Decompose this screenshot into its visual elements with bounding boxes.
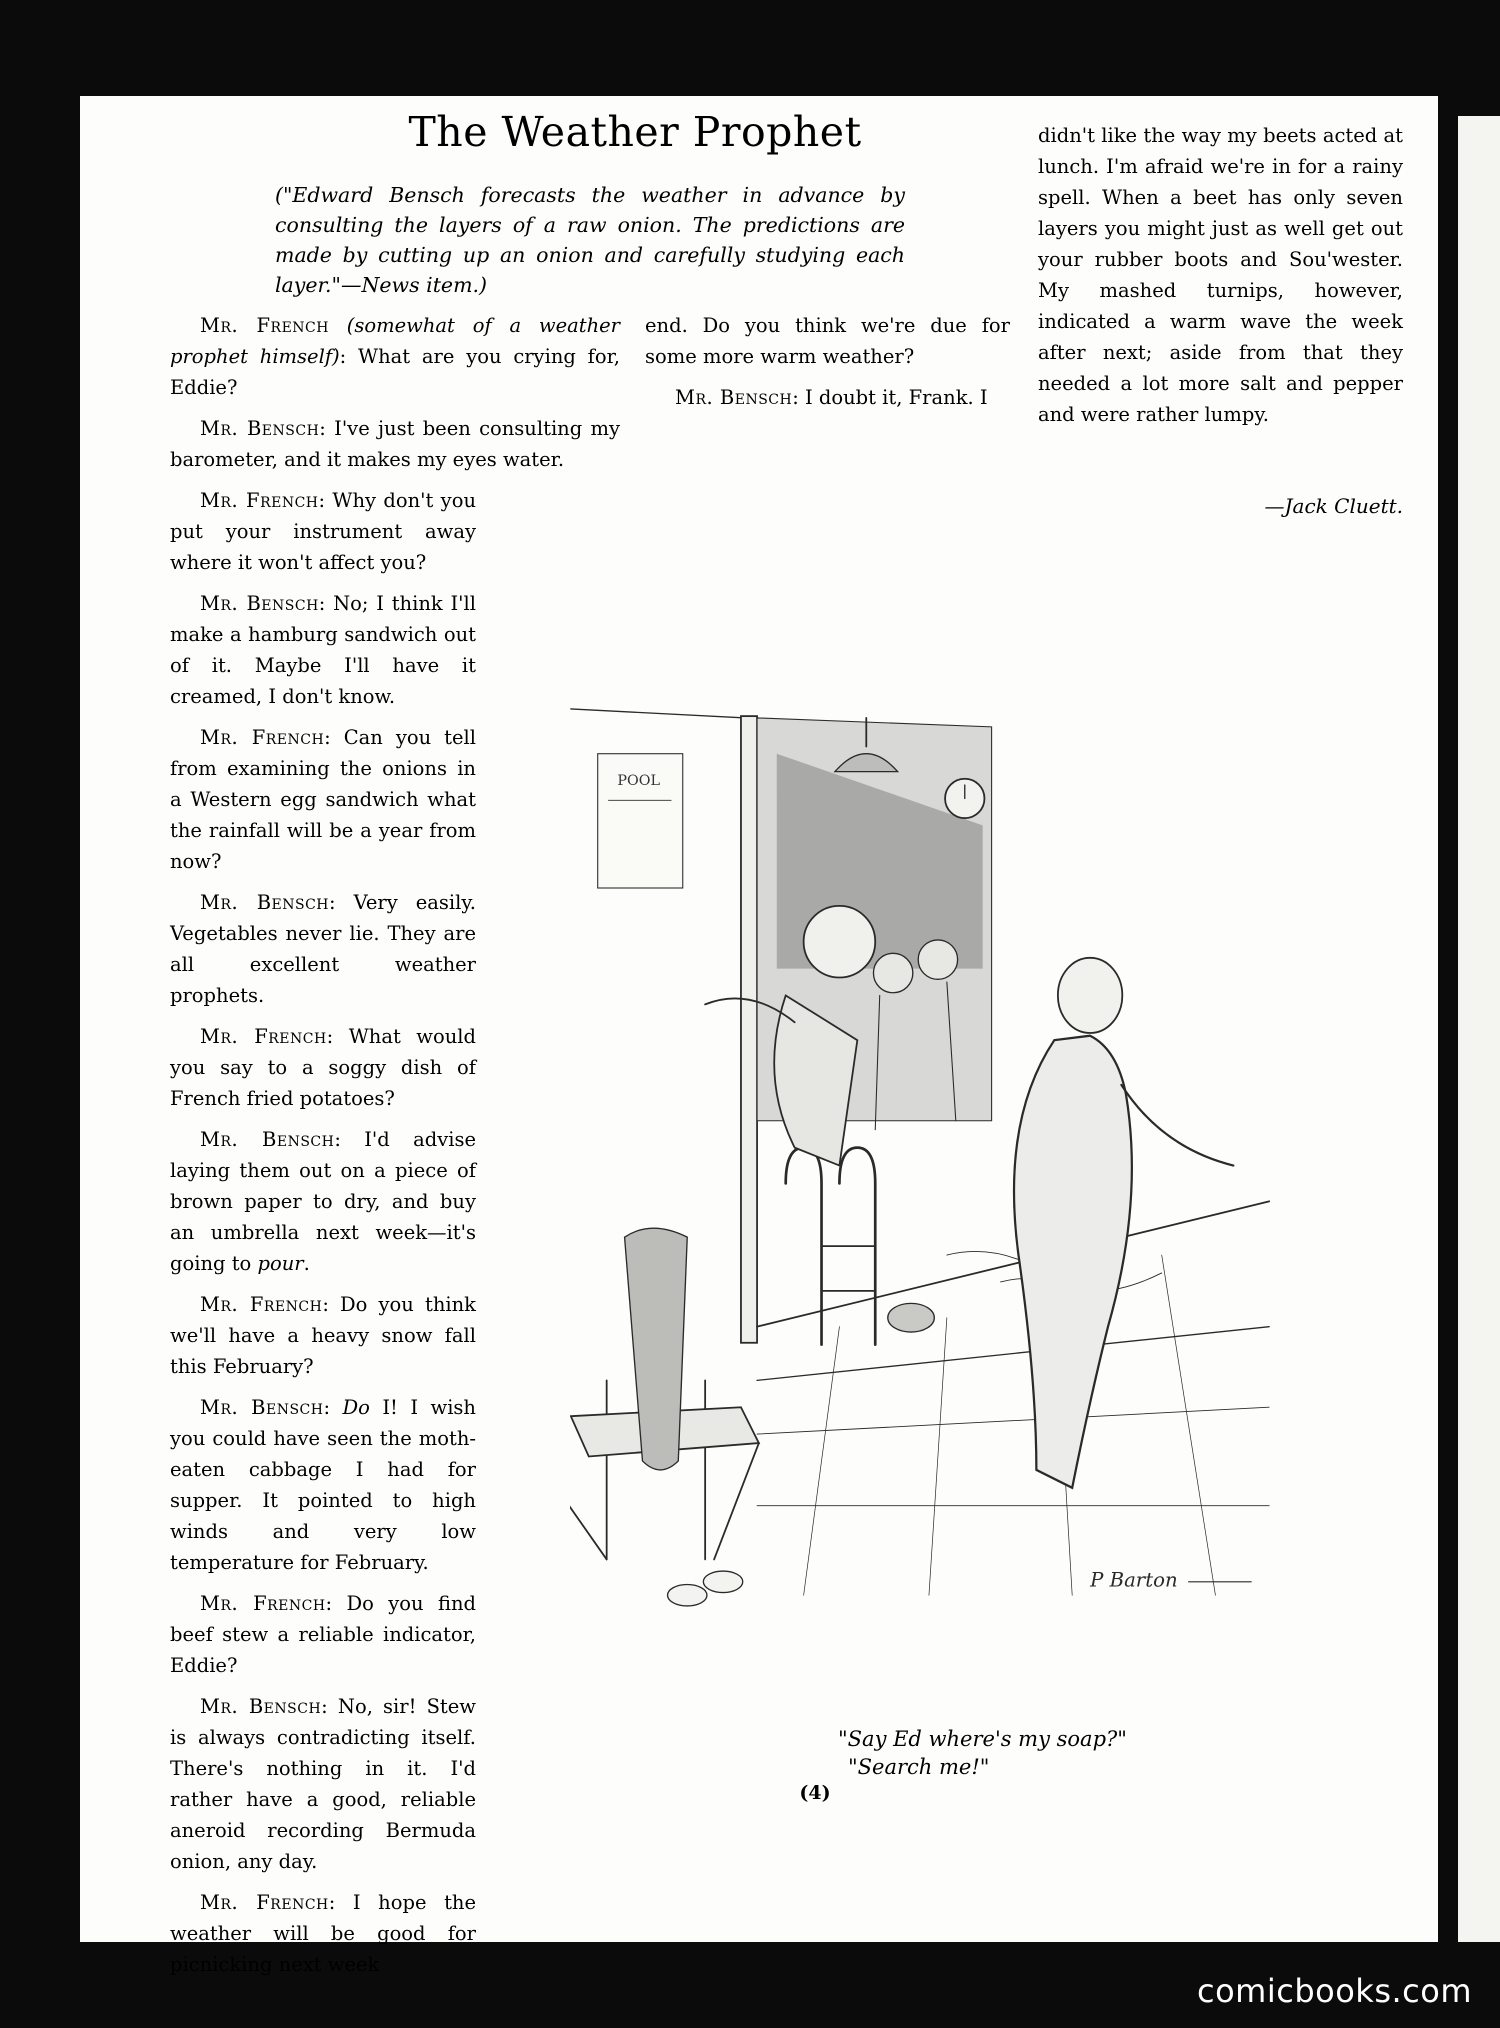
column-3 — [1038, 120, 1403, 440]
dialogue-line: Mr. Bensch: No; I think I'll make a hamburg sandwich out of it. Maybe I'll have it creamed, I don't know. — [170, 592, 477, 708]
dialogue-line: Mr. French: Do you think we'll have a heavy snow fall this February? — [170, 1293, 476, 1378]
epigraph: ("Edward Bensch forecasts the weather in advance by consulting the layers of a raw onion. The predictions are made by cutting up an onion and carefully studying each layer."—News item.) — [275, 183, 905, 297]
dialogue-continuation: didn't like the way my beets acted at lunch. I'm afraid we're in for a rainy spell. When a beet has only seven layers you might just as well get out your rubber boots and Sou'wester. My mashed turnips, however, indicated a warm wave the week after next; aside from that they needed a lot more salt and pepper and were rather lumpy. — [1038, 124, 1403, 426]
adjacent-page-edge — [1458, 116, 1500, 1942]
dialogue-line: Mr. Bensch: I'd advise laying them out on a piece of brown paper to dry, and buy an umbrella next week—it's going to pour. — [170, 1128, 477, 1275]
page-number: (4) — [799, 1782, 831, 1804]
dialogue-line: Mr. French: Why don't you put your instrument away where it won't affect you? — [170, 489, 477, 574]
dialogue-line: Mr. French: What would you say to a soggy dish of French fried potatoes? — [170, 1025, 476, 1110]
column-1 — [170, 310, 620, 1990]
article-title: The Weather Prophet — [408, 108, 862, 156]
caption-line: "Search me!" — [848, 1755, 990, 1779]
dialogue-continuation: end. Do you think we're due for some more warm weather? — [645, 314, 1010, 368]
column-2 — [645, 310, 1010, 423]
caption-line: "Say Ed where's my soap?" — [838, 1727, 1127, 1751]
cartoon-illustration — [570, 700, 1270, 1640]
site-watermark: comicbooks.com — [1196, 1972, 1472, 2010]
dialogue-line: Mr. Bensch: No, sir! Stew is always contradicting itself. There's nothing in it. I'd rather have a good, reliable aneroid recording Bermuda onion, any day. — [170, 1695, 477, 1873]
dialogue-line: Mr. French: Can you tell from examining the onions in a Western egg sandwich what the rainfall will be a year from now? — [170, 726, 476, 873]
illustration-lines — [570, 709, 1269, 1606]
author-signature: —Jack Cluett. — [1264, 494, 1403, 518]
pool-sign-text: POOL — [617, 773, 661, 790]
dialogue-line: Mr. Bensch: Do I! I wish you could have seen the moth-eaten cabbage I had for supper. It pointed to high winds and very low temperature for February. — [170, 1396, 476, 1574]
dialogue-line: Mr. French: I hope the weather will be good for picnicking next week — [170, 1891, 476, 1976]
dialogue-line: Mr. French: Do you find beef stew a reliable indicator, Eddie? — [170, 1592, 476, 1677]
dialogue-line: Mr. Bensch: I've just been consulting my barometer, and it makes my eyes water. — [170, 417, 620, 471]
dialogue-line: Mr. Bensch: Very easily. Vegetables never lie. They are all excellent weather prophets. — [170, 891, 476, 1007]
artist-signature: P Barton — [1090, 1568, 1178, 1592]
dialogue-line: Mr. Bensch: I doubt it, Frank. I — [675, 386, 988, 409]
dialogue-line: Mr. French (somewhat of a weather prophet himself): What are you crying for, Eddie? — [170, 314, 621, 399]
cartoon-caption — [838, 1725, 1398, 1781]
